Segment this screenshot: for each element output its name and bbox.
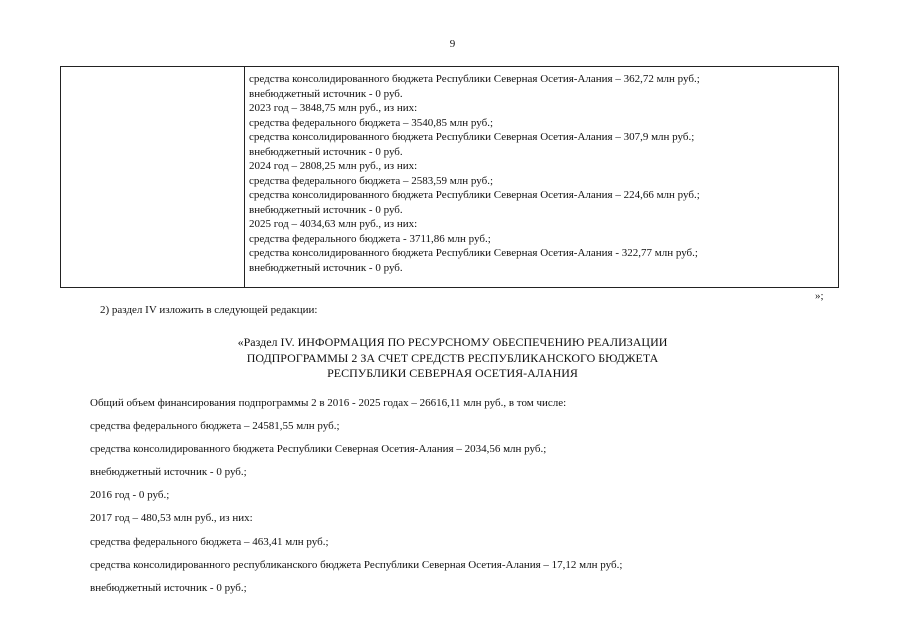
closing-quote-mark: »; <box>815 290 824 302</box>
body-line: 2017 год – 480,53 млн руб., из них: <box>90 512 253 525</box>
body-line: 2016 год - 0 руб.; <box>90 489 170 502</box>
section-heading-line: ПОДПРОГРАММЫ 2 ЗА СЧЕТ СРЕДСТВ РЕСПУБЛИКАНСКОГО БЮДЖЕТА <box>246 350 659 365</box>
body-line: средства федерального бюджета – 463,41 млн руб.; <box>90 535 329 548</box>
table-content-cell <box>249 72 834 275</box>
table-line: средства федерального бюджета – 3540,85 млн руб.; <box>249 116 494 129</box>
table-line: 2024 год – 2808,25 млн руб., из них: <box>249 160 418 172</box>
table-line: 2023 год – 3848,75 млн руб., из них: <box>249 102 418 114</box>
body-line: средства консолидированного республиканского бюджета Республики Северная Осетия-Алания – 17,12 млн руб.; <box>90 558 623 571</box>
table-line: средства консолидированного бюджета Республики Северная Осетия-Алания – 224,66 млн руб.; <box>249 189 700 201</box>
table-line: внебюджетный источник - 0 руб. <box>249 145 403 158</box>
body-line: внебюджетный источник - 0 руб.; <box>90 466 247 479</box>
body-line: средства федерального бюджета – 24581,55 млн руб.; <box>90 420 340 433</box>
table-line: средства федерального бюджета – 2583,59 млн руб.; <box>249 174 494 187</box>
body-line: внебюджетный источник - 0 руб.; <box>90 581 247 594</box>
table-line: 2025 год – 4034,63 млн руб., из них: <box>249 218 418 230</box>
funding-table <box>60 66 839 288</box>
table-line: средства федерального бюджета - 3711,86 млн руб.; <box>249 232 491 245</box>
table-line: внебюджетный источник - 0 руб. <box>249 87 403 100</box>
section-heading-line: «Раздел IV. ИНФОРМАЦИЯ ПО РЕСУРСНОМУ ОБЕСПЕЧЕНИЮ РЕАЛИЗАЦИИ <box>237 335 668 349</box>
page-number: 9 <box>449 38 456 50</box>
body-line: средства консолидированного бюджета Республики Северная Осетия-Алания – 2034,56 млн руб.; <box>90 443 547 456</box>
table-line: внебюджетный источник - 0 руб. <box>249 203 403 216</box>
body-line: Общий объем финансирования подпрограммы 2 в 2016 - 2025 годах – 26616,11 млн руб., в том числе: <box>90 397 567 409</box>
section-body <box>90 392 850 600</box>
table-line: внебюджетный источник - 0 руб. <box>249 261 403 274</box>
table-column-divider <box>244 67 245 287</box>
table-line: средства консолидированного бюджета Республики Северная Осетия-Алания – 307,9 млн руб.; <box>249 131 695 143</box>
table-line: средства консолидированного бюджета Республики Северная Осетия-Алания - 322,77 млн руб.; <box>249 247 698 259</box>
table-line: средства консолидированного бюджета Республики Северная Осетия-Алания – 362,72 млн руб.; <box>249 73 700 85</box>
amendment-instruction: 2) раздел IV изложить в следующей редакции: <box>100 304 318 316</box>
section-heading-line: РЕСПУБЛИКИ СЕВЕРНАЯ ОСЕТИЯ-АЛАНИЯ <box>327 366 578 380</box>
section-heading <box>0 335 905 382</box>
